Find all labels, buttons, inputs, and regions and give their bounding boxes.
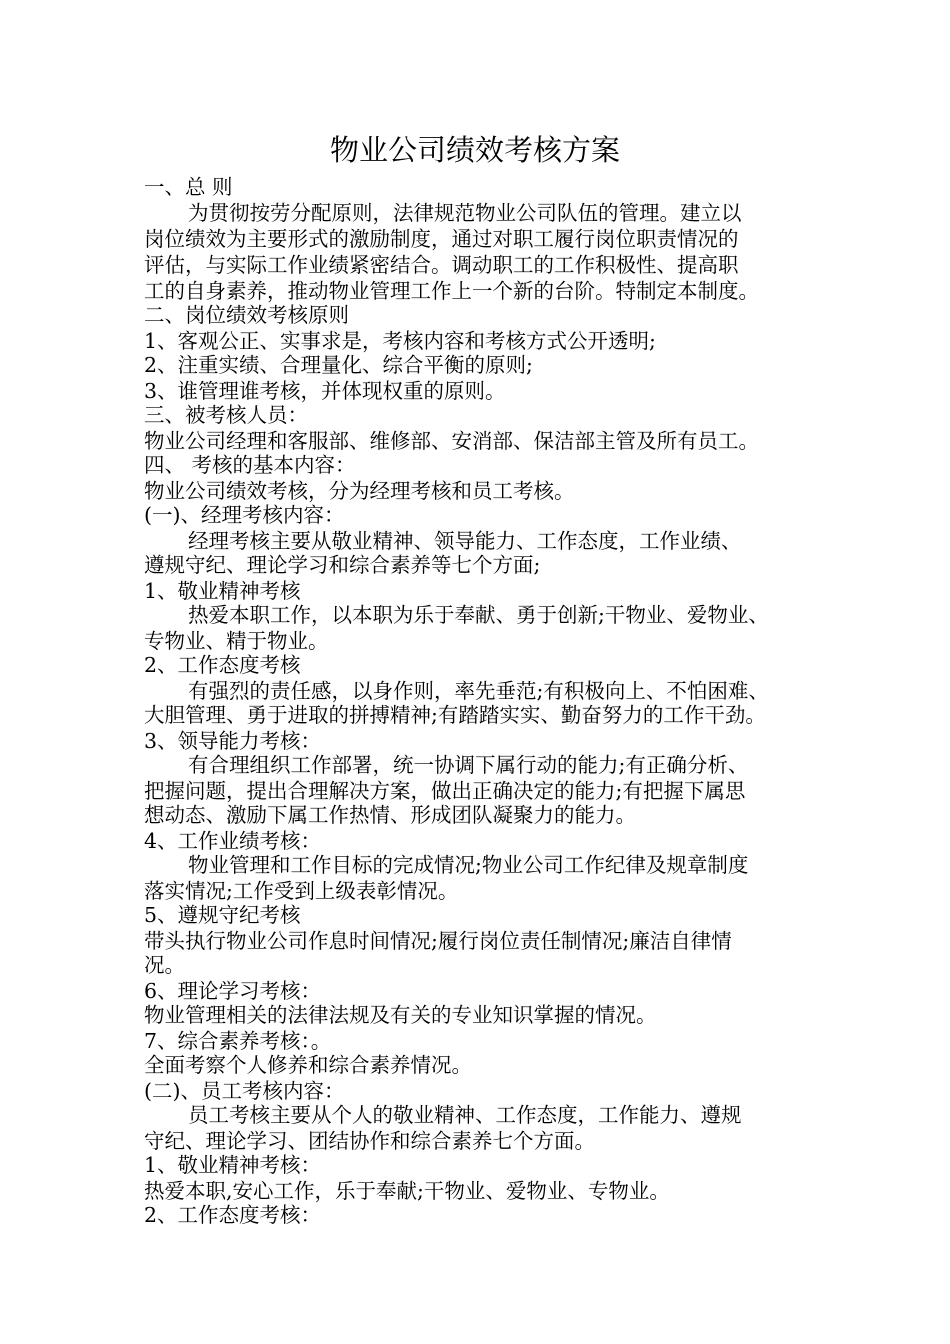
paragraph-line: 为贯彻按劳分配原则，法律规范物业公司队伍的管理。建立以 xyxy=(188,201,742,225)
paragraph-line: 物业管理和工作目标的完成情况;物业公司工作纪律及规章制度 xyxy=(188,853,749,877)
item-heading: 2、工作态度考核 xyxy=(144,653,301,677)
item-heading: 3、领导能力考核： xyxy=(144,729,322,753)
paragraph-line: 工的自身素养，推动物业管理工作上一个新的台阶。特制定本制度。 xyxy=(144,279,759,303)
paragraph-line: 想动态、激励下属工作热情、形成团队凝聚力的能力。 xyxy=(144,803,636,827)
paragraph-line: 岗位绩效为主要形式的激励制度，通过对职工履行岗位职责情况的 xyxy=(144,227,739,251)
paragraph-line: 带头执行物业公司作息时间情况;履行岗位责任制情况;廉洁自律情 xyxy=(144,929,732,953)
item-heading: 7、综合素养考核：。 xyxy=(144,1029,332,1053)
paragraph-line: 况。 xyxy=(144,953,185,977)
section-heading-content: 四、 考核的基本内容： xyxy=(144,453,356,477)
subsection-heading-staff: (二)、员工考核内容： xyxy=(144,1079,345,1103)
paragraph-line: 物业管理相关的法律法规及有关的专业知识掌握的情况。 xyxy=(144,1003,657,1027)
paragraph-line: 物业公司绩效考核，分为经理考核和员工考核。 xyxy=(144,479,575,503)
paragraph-line: 大胆管理、勇于进取的拼搏精神;有踏踏实实、勤奋努力的工作干劲。 xyxy=(144,703,766,727)
item-heading: 2、工作态度考核： xyxy=(144,1203,322,1227)
paragraph-line: 遵规守纪、理论学习和综合素养等七个方面; xyxy=(144,553,541,577)
paragraph-line: 热爱本职,安心工作，乐于奉献;干物业、爱物业、专物业。 xyxy=(144,1179,670,1203)
paragraph-line: 员工考核主要从个人的敬业精神、工作态度，工作能力、遵规 xyxy=(188,1103,742,1127)
document-title: 物业公司绩效考核方案 xyxy=(329,133,620,167)
paragraph-line: 评估，与实际工作业绩紧密结合。调动职工的工作积极性、提高职 xyxy=(144,253,739,277)
subsection-heading-manager: (一)、经理考核内容： xyxy=(144,503,345,527)
section-heading-principles: 二、岗位绩效考核原则 xyxy=(144,303,349,327)
paragraph-line: 物业公司经理和客服部、维修部、安消部、保洁部主管及所有员工。 xyxy=(144,429,759,453)
paragraph-line: 全面考察个人修养和综合素养情况。 xyxy=(144,1053,472,1077)
paragraph-line: 有合理组织工作部署，统一协调下属行动的能力;有正确分析、 xyxy=(188,753,749,777)
paragraph-line: 经理考核主要从敬业精神、领导能力、工作态度，工作业绩、 xyxy=(188,529,742,553)
item-heading: 6、理论学习考核： xyxy=(144,979,322,1003)
section-heading-general: 一、总 则 xyxy=(144,175,233,199)
paragraph-line: 热爱本职工作，以本职为乐于奉献、勇于创新;干物业、爱物业、 xyxy=(188,603,769,627)
list-item: 1、客观公正、实事求是，考核内容和考核方式公开透明; xyxy=(144,329,656,353)
paragraph-line: 落实情况;工作受到上级表彰情况。 xyxy=(144,879,459,903)
item-heading: 4、工作业绩考核： xyxy=(144,829,322,853)
item-heading: 5、遵规守纪考核 xyxy=(144,903,301,927)
list-item: 3、谁管理谁考核，并体现权重的原则。 xyxy=(144,379,506,403)
paragraph-line: 有强烈的责任感，以身作则，率先垂范;有积极向上、不怕困难、 xyxy=(188,679,769,703)
list-item: 2、注重实绩、合理量化、综合平衡的原则; xyxy=(144,353,533,377)
paragraph-line: 把握问题，提出合理解决方案，做出正确决定的能力;有把握下属思 xyxy=(144,779,746,803)
paragraph-line: 守纪、理论学习、团结协作和综合素养七个方面。 xyxy=(144,1129,595,1153)
section-heading-personnel: 三、被考核人员： xyxy=(144,403,308,427)
item-heading: 1、敬业精神考核 xyxy=(144,579,301,603)
paragraph-line: 专物业、精于物业。 xyxy=(144,629,329,653)
item-heading: 1、敬业精神考核： xyxy=(144,1153,322,1177)
